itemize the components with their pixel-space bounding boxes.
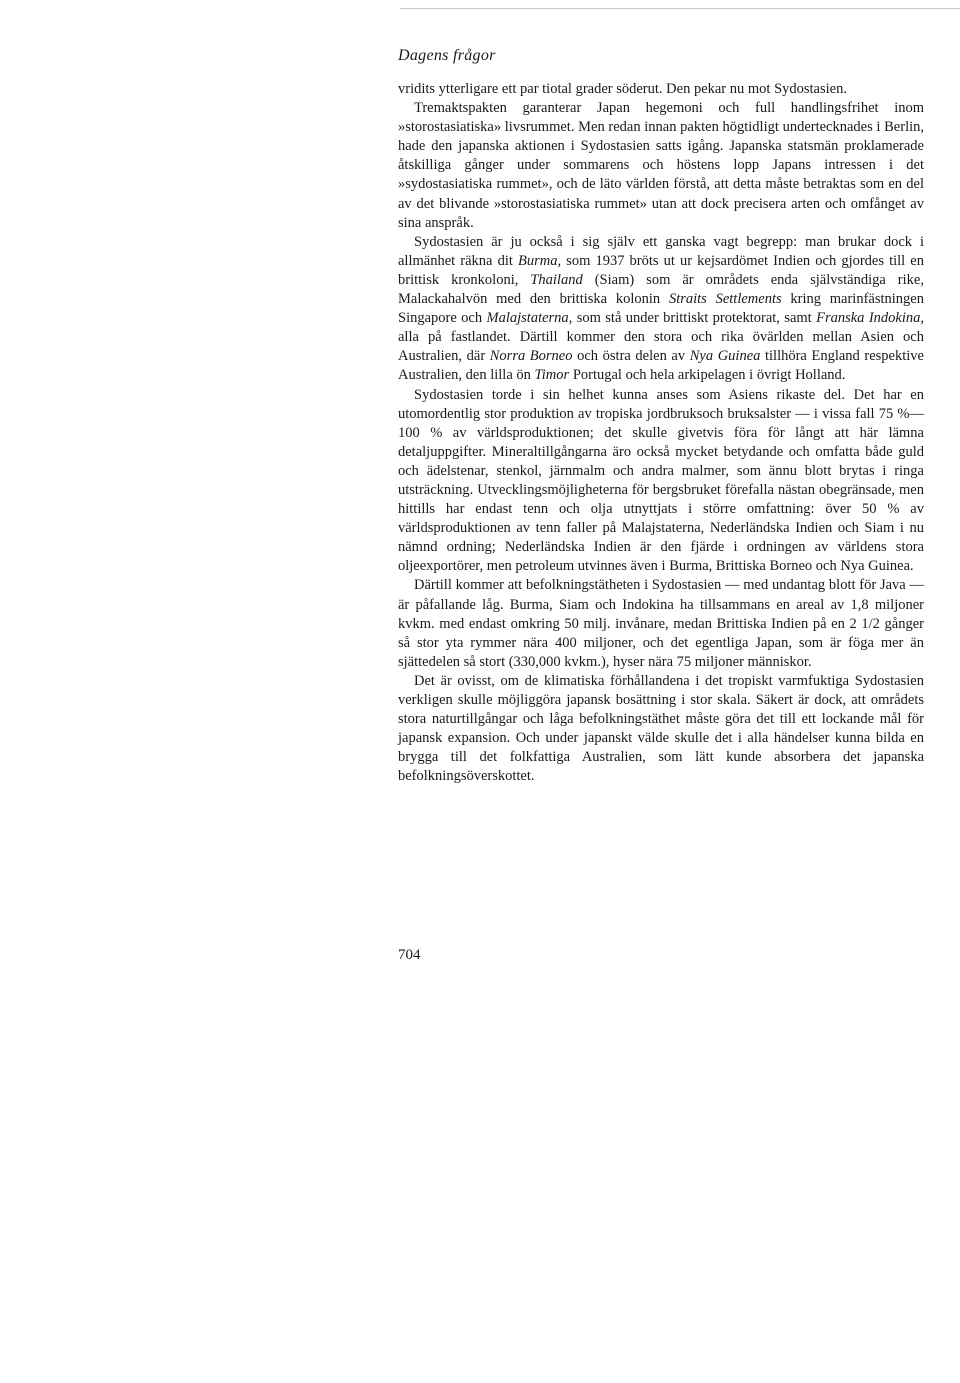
italic-place-name: Thailand xyxy=(530,271,583,288)
page-number: 704 xyxy=(398,947,421,963)
paragraph-2: Tremaktspakten garanterar Japan hegemoni och full handlingsfrihet inom »storostasiatiska» livsrummet. Men redan innan pakten högtidligt undertecknades i Berlin, hade den japanska aktionen i Sydostasien satts igång. Japanska statsmän proklamerade åtskilliga gånger under sommarens och höstens lopp Japans intressen i det »sydostasiatiska rummet», och de läto världen förstå, att detta måste betraktas som en del av det blivande »storostasiatiska rummet» utan att dock precisera arten och omfånget av sina anspråk. xyxy=(398,100,924,231)
italic-place-name: Franska Indokina xyxy=(816,310,921,327)
italic-place-name: Malajstaterna xyxy=(486,310,569,327)
paragraph-6: Det är ovisst, om de klimatiska förhållandena i det tropiskt varmfuktiga Sydostasien verkligen skulle möjliggöra japansk bosättning i stor skala. Säkert är dock, att områdets stora naturtillgångar och låga befolkningstäthet måste göra det till ett lockande mål för japansk expansion. Och under japanskt välde skulle det i alla händelser kunna bilda en brygga till det folkfattiga Australien, som lätt kunde absorbera det japanska befolkningsöverskottet. xyxy=(398,672,924,785)
text-column xyxy=(398,80,924,786)
paragraph-4: Sydostasien torde i sin helhet kunna anses som Asiens rikaste del. Det har en utomordentlig stor produktion av tropiska jordbruksoch bruksalster — i vissa fall 75 %—100 % av världsproduktionen; det skulle givetvis föra för långt att här lämna detaljuppgifter. Mineraltillgångarna äro också mycket betydande och omfatta både guld och ädelstenar, stenkol, järnmalm och andra malmer, som ännu blott brytas i ringa utsträckning. Utvecklingsmöjligheterna för bergsbruket förefalla nästan obegränsade, men hittills har endast tenn och olja utnyttjats i större omfattning: över 50 % av världsproduktionen av tenn faller på Malajstaterna, Nederländska Indien och Siam i nu nämnd ordning; Nederländska Indien är den fjärde i ordningen av världens stora oljeexportörer, men petroleum utvinnes även i Burma, Brittiska Borneo och Nya Guinea. xyxy=(398,386,924,575)
running-head: Dagens frågor xyxy=(398,47,496,64)
top-scan-rule xyxy=(400,8,960,9)
paragraph-5: Därtill kommer att befolkningstätheten i Sydostasien — med undantag blott för Java — är påfallande låg. Burma, Siam och Indokina ha tillsammans en areal av 1,8 miljoner kvkm. med endast omkring 50 milj. invånare, medan Brittiska Indien på en 2 1/2 gånger så stor yta rymmer nära 400 miljoner, och det egentliga Japan, som är föga mer än sjättedelen så stort (330,000 kvkm.), hyser nära 75 miljoner människor. xyxy=(398,577,924,670)
italic-place-name: Norra Borneo xyxy=(489,348,573,365)
paragraph-1: vridits ytterligare ett par tiotal grader söderut. Den pekar nu mot Sydostasien. xyxy=(398,81,847,97)
italic-place-name: Timor xyxy=(534,367,570,384)
italic-place-name: Burma xyxy=(517,252,558,269)
paragraph-3: Sydostasien är ju också i sig själv ett ganska vagt begrepp: man brukar dock i allmänhet räkna dit Burma, som 1937 bröts ut ur kejsardömet Indien och gjordes till en brittisk kronkoloni, Thailand (Siam) som är områdets enda självständiga rike, Malackahalvön med den brittiska kolonin Straits Settlements kring marinfästningen Singapore och Malajstaterna, som stå under brittiskt protektorat, samt Franska Indokina, alla på fastlandet. Därtill kommer den stora och rika övärlden mellan Asien och Australien, där Norra Borneo och östra delen av Nya Guinea tillhöra England respektive Australien, den lilla ön Timor Portugal och hela arkipelagen i övrigt Holland. xyxy=(398,233,924,384)
italic-place-name: Nya Guinea xyxy=(689,348,761,365)
italic-place-name: Straits Settlements xyxy=(668,291,782,308)
